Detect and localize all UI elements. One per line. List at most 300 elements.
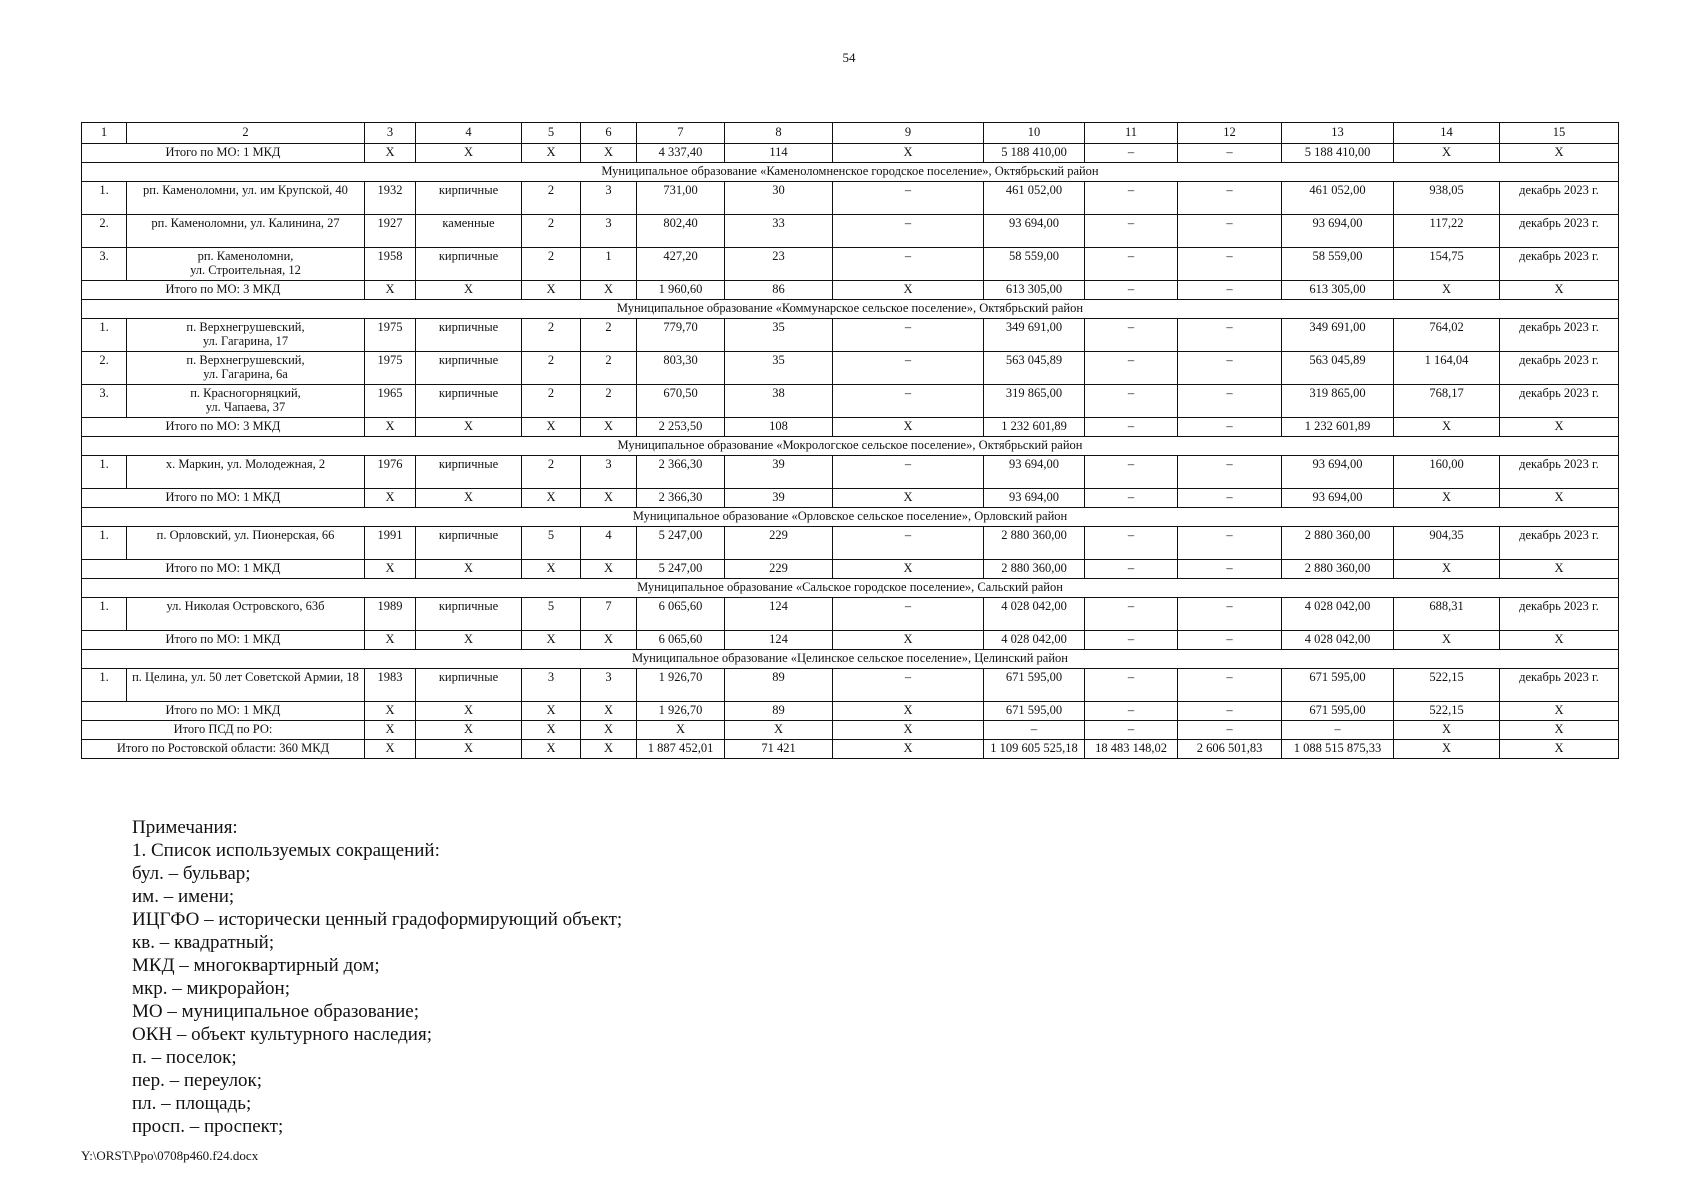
abbreviation-item: пл. – площадь; (132, 1093, 252, 1114)
table-cell: 904,35 (1394, 527, 1500, 560)
table-row (82, 669, 1619, 702)
total-cell: – (1282, 721, 1394, 740)
table-cell: 803,30 (637, 352, 725, 385)
row-number: 1. (82, 669, 127, 702)
total-cell: X (1500, 489, 1619, 508)
table-cell: 93 694,00 (984, 456, 1085, 489)
table-cell: кирпичные (416, 527, 522, 560)
row-number: 1. (82, 319, 127, 352)
total-cell: – (1085, 418, 1178, 437)
total-cell: 114 (725, 144, 833, 163)
table-cell: 33 (725, 215, 833, 248)
table-cell: 563 045,89 (1282, 352, 1394, 385)
table-cell: – (833, 598, 984, 631)
total-cell: X (833, 631, 984, 650)
total-cell: X (581, 281, 637, 300)
column-number: 2 (127, 123, 365, 144)
row-number: 1. (82, 598, 127, 631)
row-number: 2. (82, 352, 127, 385)
abbreviation-item: просп. – проспект; (132, 1116, 284, 1137)
total-cell: X (365, 281, 416, 300)
abbreviation-item: МКД – многоквартирный дом; (132, 955, 380, 976)
total-row (82, 560, 1619, 579)
total-cell: 108 (725, 418, 833, 437)
total-cell: – (1085, 631, 1178, 650)
notes-title: Примечания: (132, 817, 238, 838)
column-number: 5 (522, 123, 581, 144)
table-row (82, 352, 1619, 385)
total-cell: 671 595,00 (984, 702, 1085, 721)
total-cell: – (1178, 721, 1282, 740)
total-cell: X (416, 489, 522, 508)
total-cell: X (581, 631, 637, 650)
total-cell: X (1394, 631, 1500, 650)
column-number: 15 (1500, 123, 1619, 144)
total-cell: 89 (725, 702, 833, 721)
total-cell: – (1178, 702, 1282, 721)
total-cell: – (1085, 281, 1178, 300)
notes-subtitle: 1. Список используемых сокращений: (132, 840, 440, 861)
total-cell: X (833, 721, 984, 740)
table-cell: декабрь 2023 г. (1500, 319, 1619, 352)
table-cell: кирпичные (416, 248, 522, 281)
total-label: Итого по МО: 1 МКД (82, 702, 365, 721)
total-cell: 124 (725, 631, 833, 650)
table-cell: 3 (581, 456, 637, 489)
table-row (82, 456, 1619, 489)
total-cell: X (522, 489, 581, 508)
table-cell: – (1178, 182, 1282, 215)
total-cell: – (1085, 144, 1178, 163)
table-cell: 461 052,00 (984, 182, 1085, 215)
table-cell: 2 (522, 385, 581, 418)
table-cell: 124 (725, 598, 833, 631)
table-cell: 4 028 042,00 (1282, 598, 1394, 631)
total-cell: – (1085, 702, 1178, 721)
total-cell: X (416, 631, 522, 650)
total-cell: X (581, 702, 637, 721)
table-cell: 39 (725, 456, 833, 489)
total-cell: 6 065,60 (637, 631, 725, 650)
table-cell: декабрь 2023 г. (1500, 215, 1619, 248)
municipality-header-row (82, 437, 1619, 456)
total-cell: 1 960,60 (637, 281, 725, 300)
table-cell: 1975 (365, 319, 416, 352)
total-cell: X (416, 418, 522, 437)
table-cell: 2 (581, 319, 637, 352)
table-cell: – (1178, 248, 1282, 281)
table-cell: 58 559,00 (1282, 248, 1394, 281)
table-cell: – (1085, 248, 1178, 281)
table-cell: 1989 (365, 598, 416, 631)
municipality-header-row (82, 579, 1619, 598)
table-cell: 764,02 (1394, 319, 1500, 352)
total-cell: X (365, 144, 416, 163)
total-cell: X (833, 418, 984, 437)
total-cell: X (833, 489, 984, 508)
table-cell: 1927 (365, 215, 416, 248)
total-label: Итого по МО: 1 МКД (82, 560, 365, 579)
total-cell: 93 694,00 (984, 489, 1085, 508)
address-cell: рп. Каменоломни, ул. Калинина, 27 (127, 215, 365, 248)
table-cell: – (1178, 319, 1282, 352)
address-cell: рп. Каменоломни, ул. Строительная, 12 (127, 248, 365, 281)
abbreviation-item: МО – муниципальное образование; (132, 1001, 420, 1022)
row-number: 3. (82, 385, 127, 418)
table-cell: 768,17 (1394, 385, 1500, 418)
abbreviation-item: ИЦГФО – исторически ценный градоформирующий объект; (132, 909, 623, 930)
table-cell: 58 559,00 (984, 248, 1085, 281)
table-cell: кирпичные (416, 598, 522, 631)
total-cell: X (365, 721, 416, 740)
municipality-header-row (82, 508, 1619, 527)
total-cell: – (1085, 721, 1178, 740)
file-path: Y:\ORST\Ppo\0708p460.f24.docx (81, 1148, 259, 1163)
table-cell: 5 247,00 (637, 527, 725, 560)
total-cell: X (581, 418, 637, 437)
total-cell: X (833, 560, 984, 579)
total-cell: 522,15 (1394, 702, 1500, 721)
total-cell: – (1178, 418, 1282, 437)
total-cell: X (522, 144, 581, 163)
table-cell: 1965 (365, 385, 416, 418)
table-cell: 1976 (365, 456, 416, 489)
total-cell: – (1178, 489, 1282, 508)
total-cell: 671 595,00 (1282, 702, 1394, 721)
total-cell: 1 088 515 875,33 (1282, 740, 1394, 759)
abbreviation-item: мкр. – микрорайон; (132, 978, 290, 999)
total-cell: 1 926,70 (637, 702, 725, 721)
table-cell: 117,22 (1394, 215, 1500, 248)
total-cell: 2 366,30 (637, 489, 725, 508)
table-cell: – (833, 182, 984, 215)
total-label: Итого ПСД по РО: (82, 721, 365, 740)
table-cell: 93 694,00 (1282, 456, 1394, 489)
row-number: 1. (82, 182, 127, 215)
table-cell: – (833, 456, 984, 489)
total-cell: X (365, 702, 416, 721)
table-cell: – (1085, 319, 1178, 352)
table-cell: 3 (522, 669, 581, 702)
total-cell: 2 880 360,00 (984, 560, 1085, 579)
total-cell: X (833, 281, 984, 300)
total-cell: X (725, 721, 833, 740)
column-number: 14 (1394, 123, 1500, 144)
total-cell: X (1394, 489, 1500, 508)
table-cell: 2 (522, 456, 581, 489)
table-cell: кирпичные (416, 669, 522, 702)
total-cell: – (984, 721, 1085, 740)
table-cell: декабрь 2023 г. (1500, 352, 1619, 385)
total-cell: – (1178, 144, 1282, 163)
table-cell: 7 (581, 598, 637, 631)
table-cell: – (1178, 598, 1282, 631)
table-cell: 30 (725, 182, 833, 215)
total-label: Итого по МО: 1 МКД (82, 489, 365, 508)
municipality-name: Муниципальное образование «Коммунарское сельское поселение», Октябрьский район (82, 300, 1619, 319)
table-row (82, 385, 1619, 418)
total-cell: X (522, 721, 581, 740)
table-row (82, 527, 1619, 560)
abbreviation-item: пер. – переулок; (132, 1070, 263, 1091)
table-cell: 938,05 (1394, 182, 1500, 215)
table-cell: 522,15 (1394, 669, 1500, 702)
column-number: 12 (1178, 123, 1282, 144)
table-cell: 671 595,00 (1282, 669, 1394, 702)
total-cell: – (1178, 631, 1282, 650)
total-cell: 613 305,00 (984, 281, 1085, 300)
total-cell: X (365, 560, 416, 579)
total-cell: X (581, 740, 637, 759)
total-cell: X (581, 721, 637, 740)
table-cell: 1 (581, 248, 637, 281)
column-number: 9 (833, 123, 984, 144)
total-cell: X (416, 740, 522, 759)
table-cell: 2 880 360,00 (1282, 527, 1394, 560)
total-cell: – (1178, 560, 1282, 579)
total-cell: X (522, 631, 581, 650)
total-cell: 1 109 605 525,18 (984, 740, 1085, 759)
column-number: 1 (82, 123, 127, 144)
total-cell: X (1394, 721, 1500, 740)
total-cell: X (365, 740, 416, 759)
total-row (82, 281, 1619, 300)
total-row (82, 721, 1619, 740)
total-cell: 39 (725, 489, 833, 508)
table-cell: декабрь 2023 г. (1500, 385, 1619, 418)
municipality-name: Муниципальное образование «Сальское городское поселение», Сальский район (82, 579, 1619, 598)
table-cell: – (833, 385, 984, 418)
total-cell: X (1500, 721, 1619, 740)
total-cell: 1 232 601,89 (1282, 418, 1394, 437)
total-cell: 613 305,00 (1282, 281, 1394, 300)
table-cell: 779,70 (637, 319, 725, 352)
table-cell: – (833, 319, 984, 352)
address-cell: х. Маркин, ул. Молодежная, 2 (127, 456, 365, 489)
table-cell: кирпичные (416, 182, 522, 215)
total-cell: X (416, 560, 522, 579)
municipality-header-row (82, 163, 1619, 182)
total-cell: 5 188 410,00 (984, 144, 1085, 163)
total-cell: – (1178, 281, 1282, 300)
table-cell: 93 694,00 (984, 215, 1085, 248)
table-cell: – (833, 248, 984, 281)
total-cell: X (1500, 281, 1619, 300)
total-cell: 2 606 501,83 (1178, 740, 1282, 759)
table-cell: – (1085, 527, 1178, 560)
total-cell: X (1500, 631, 1619, 650)
table-cell: – (1085, 385, 1178, 418)
table-row (82, 182, 1619, 215)
table-cell: 1 164,04 (1394, 352, 1500, 385)
notes-section (132, 816, 622, 1138)
total-label: Итого по Ростовской области: 360 МКД (82, 740, 365, 759)
column-number: 11 (1085, 123, 1178, 144)
total-cell: X (416, 702, 522, 721)
table-cell: 3 (581, 215, 637, 248)
total-label: Итого по МО: 3 МКД (82, 281, 365, 300)
table-cell: 2 880 360,00 (984, 527, 1085, 560)
row-number: 1. (82, 456, 127, 489)
table-cell: 1975 (365, 352, 416, 385)
table-cell: – (1085, 598, 1178, 631)
table-cell: 160,00 (1394, 456, 1500, 489)
total-cell: 5 247,00 (637, 560, 725, 579)
total-cell: X (365, 418, 416, 437)
table-cell: 1 926,70 (637, 669, 725, 702)
total-cell: X (1394, 560, 1500, 579)
municipality-name: Муниципальное образование «Целинское сельское поселение», Целинский район (82, 650, 1619, 669)
table-cell: 4 (581, 527, 637, 560)
table-cell: 2 (522, 319, 581, 352)
total-cell: X (1500, 418, 1619, 437)
address-cell: п. Красногорняцкий, ул. Чапаева, 37 (127, 385, 365, 418)
total-cell: 2 880 360,00 (1282, 560, 1394, 579)
table-cell: – (1085, 182, 1178, 215)
total-cell: X (365, 489, 416, 508)
total-cell: 1 232 601,89 (984, 418, 1085, 437)
table-cell: 2 366,30 (637, 456, 725, 489)
table-cell: 563 045,89 (984, 352, 1085, 385)
table-cell: – (1085, 456, 1178, 489)
table-row (82, 248, 1619, 281)
table-cell: декабрь 2023 г. (1500, 669, 1619, 702)
table-cell: декабрь 2023 г. (1500, 248, 1619, 281)
address-cell: рп. Каменоломни, ул. им Крупской, 40 (127, 182, 365, 215)
table-cell: 731,00 (637, 182, 725, 215)
row-number: 1. (82, 527, 127, 560)
table-cell: 1991 (365, 527, 416, 560)
table-row (82, 319, 1619, 352)
total-cell: X (522, 740, 581, 759)
table-cell: 349 691,00 (1282, 319, 1394, 352)
housing-repair-table (81, 122, 1619, 759)
address-cell: п. Верхнегрушевский, ул. Гагарина, 6а (127, 352, 365, 385)
table-cell: 319 865,00 (984, 385, 1085, 418)
total-cell: 2 253,50 (637, 418, 725, 437)
table-cell: 427,20 (637, 248, 725, 281)
address-cell: п. Целина, ул. 50 лет Советской Армии, 18 (127, 669, 365, 702)
municipality-header-row (82, 650, 1619, 669)
table-row (82, 598, 1619, 631)
total-row (82, 740, 1619, 759)
table-cell: – (1178, 352, 1282, 385)
column-number: 3 (365, 123, 416, 144)
table-cell: 6 065,60 (637, 598, 725, 631)
column-number: 6 (581, 123, 637, 144)
total-cell: X (522, 418, 581, 437)
total-cell: X (1500, 702, 1619, 721)
table-row (82, 215, 1619, 248)
table-cell: – (833, 527, 984, 560)
column-number-row (82, 123, 1619, 144)
column-number: 7 (637, 123, 725, 144)
total-cell: X (1500, 560, 1619, 579)
table-cell: – (833, 352, 984, 385)
total-cell: 4 028 042,00 (1282, 631, 1394, 650)
total-row (82, 631, 1619, 650)
table-cell: 5 (522, 527, 581, 560)
table-cell: декабрь 2023 г. (1500, 598, 1619, 631)
total-cell: 4 028 042,00 (984, 631, 1085, 650)
table-cell: кирпичные (416, 319, 522, 352)
address-cell: ул. Николая Островского, 63б (127, 598, 365, 631)
total-cell: 18 483 148,02 (1085, 740, 1178, 759)
table-body (82, 144, 1619, 759)
table-cell: 93 694,00 (1282, 215, 1394, 248)
total-row (82, 702, 1619, 721)
total-cell: X (522, 560, 581, 579)
page-number: 54 (842, 50, 856, 65)
table-cell: 2 (522, 248, 581, 281)
total-cell: X (522, 281, 581, 300)
total-cell: X (416, 144, 522, 163)
total-cell: X (637, 721, 725, 740)
total-cell: X (833, 702, 984, 721)
table-cell: – (1178, 215, 1282, 248)
total-cell: X (1394, 144, 1500, 163)
total-cell: X (581, 560, 637, 579)
table-cell: – (833, 669, 984, 702)
column-number: 8 (725, 123, 833, 144)
table-cell: – (1085, 215, 1178, 248)
table-cell: 5 (522, 598, 581, 631)
table-cell: 35 (725, 319, 833, 352)
total-row (82, 489, 1619, 508)
abbreviation-item: п. – поселок; (132, 1047, 237, 1068)
total-cell: X (522, 702, 581, 721)
total-cell: 86 (725, 281, 833, 300)
total-row (82, 144, 1619, 163)
table-cell: 229 (725, 527, 833, 560)
table-cell: 802,40 (637, 215, 725, 248)
table-cell: 3 (581, 669, 637, 702)
table-cell: кирпичные (416, 352, 522, 385)
total-cell: X (1500, 740, 1619, 759)
table-cell: 1958 (365, 248, 416, 281)
total-cell: 1 887 452,01 (637, 740, 725, 759)
total-cell: X (1394, 418, 1500, 437)
table-cell: 2 (522, 352, 581, 385)
abbreviation-item: ОКН – объект культурного наследия; (132, 1024, 432, 1045)
row-number: 3. (82, 248, 127, 281)
total-label: Итого по МО: 1 МКД (82, 631, 365, 650)
table-cell: – (1178, 527, 1282, 560)
table-cell: 670,50 (637, 385, 725, 418)
table-cell: 1983 (365, 669, 416, 702)
total-cell: X (581, 489, 637, 508)
total-cell: X (833, 740, 984, 759)
table-cell: – (1178, 385, 1282, 418)
total-cell: – (1085, 489, 1178, 508)
table-cell: 2 (581, 352, 637, 385)
abbreviation-item: им. – имени; (132, 886, 235, 907)
table-cell: каменные (416, 215, 522, 248)
table-cell: кирпичные (416, 456, 522, 489)
total-cell: 71 421 (725, 740, 833, 759)
table-cell: 154,75 (1394, 248, 1500, 281)
total-cell: X (416, 281, 522, 300)
total-label: Итого по МО: 1 МКД (82, 144, 365, 163)
table-cell: – (833, 215, 984, 248)
table-cell: 4 028 042,00 (984, 598, 1085, 631)
table-cell: – (1085, 669, 1178, 702)
total-cell: 5 188 410,00 (1282, 144, 1394, 163)
total-cell: X (365, 631, 416, 650)
municipality-name: Муниципальное образование «Орловское сельское поселение», Орловский район (82, 508, 1619, 527)
address-cell: п. Орловский, ул. Пионерская, 66 (127, 527, 365, 560)
municipality-name: Муниципальное образование «Каменоломненское городское поселение», Октябрьский район (82, 163, 1619, 182)
